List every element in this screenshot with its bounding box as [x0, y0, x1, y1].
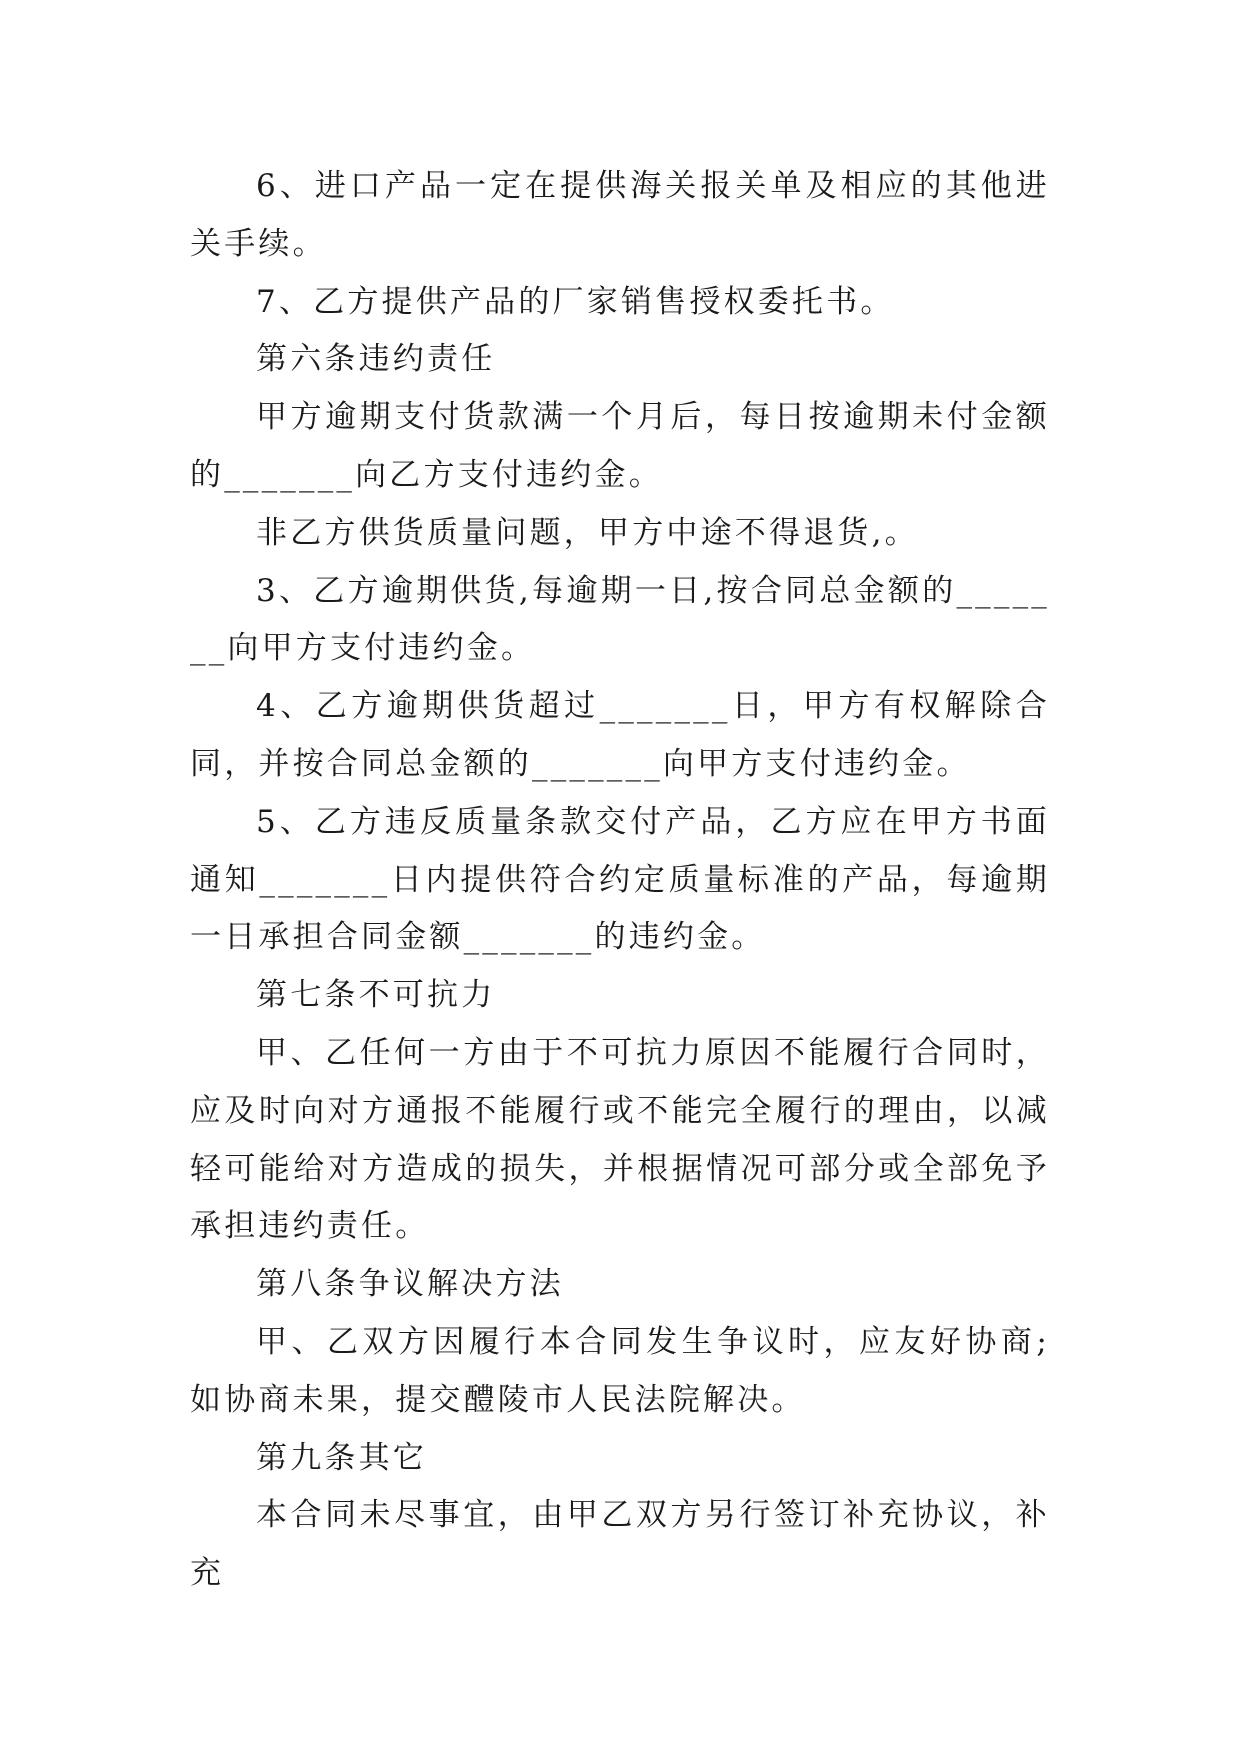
article-8-heading: 第八条争议解决方法: [256, 1266, 564, 1303]
article-6-clause-3: 3、乙方逾期供货,每逾期一日,按合同总金额的_______向甲方支付违约金。: [190, 572, 1050, 667]
clause-7-authorization-letter: 7、乙方提供产品的厂家销售授权委托书。: [256, 283, 895, 320]
article-7-heading: 第七条不可抗力: [256, 977, 496, 1014]
article-9-heading: 第九条其它: [256, 1439, 427, 1476]
clause-6-customs-documents: 6、进口产品一定在提供海关报关单及相应的其他进关手续。: [190, 168, 1050, 262]
article-6-clause-2: 非乙方供货质量问题，甲方中途不得退货,。: [256, 514, 919, 551]
article-6-clause-5: 5、乙方违反质量条款交付产品，乙方应在甲方书面通知_______日内提供符合约定质量标准的产品，每逾期一日承担合同金额_______的违约金。: [190, 803, 1050, 956]
article-8-body: 甲、乙双方因履行本合同发生争议时，应友好协商;如协商未果，提交醴陵市人民法院解决。: [190, 1323, 1050, 1418]
article-9-body: 本合同未尽事宜，由甲乙双方另行签订补充协议，补充: [190, 1497, 1050, 1592]
article-6-heading: 第六条违约责任: [256, 341, 496, 378]
article-7-body: 甲、乙任何一方由于不可抗力原因不能履行合同时，应及时向对方通报不能履行或不能完全履行的理由，以减轻可能给对方造成的损失，并根据情况可部分或全部免予承担违约责任。: [190, 1034, 1050, 1245]
article-6-clause-1: 甲方逾期支付货款满一个月后，每日按逾期未付金额的_______向乙方支付违约金。: [190, 399, 1050, 493]
article-6-clause-4: 4、乙方逾期供货超过_______日，甲方有权解除合同，并按合同总金额的_______向甲方支付违约金。: [190, 688, 1050, 782]
document-page: [190, 158, 1050, 1603]
